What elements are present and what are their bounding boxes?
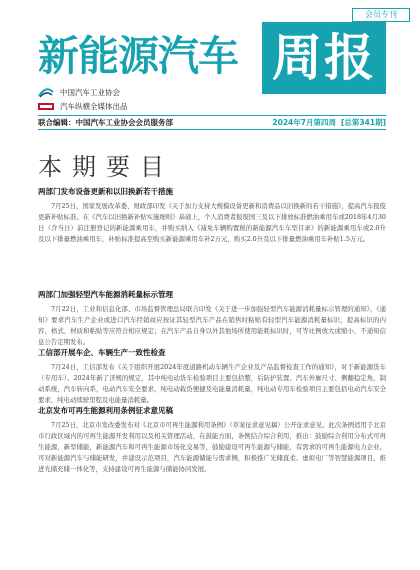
org-row-media: [38, 100, 128, 113]
article-title: 两部门发布设备更新和以旧换新若干措施: [38, 187, 173, 196]
article: [38, 289, 386, 348]
member-issue-badge: 会员专刊: [352, 8, 410, 22]
org-name-caam: 中国汽车工业协会: [60, 88, 120, 97]
media-logo-icon: [38, 101, 54, 112]
org-row-caam: [38, 86, 120, 99]
article-title: 北京发布可再生能源利用条例征求意见稿: [38, 406, 173, 415]
issue-info-bar: [38, 115, 386, 130]
joint-editor-text: 联合编辑：中国汽车工业协会会员服务部: [38, 118, 173, 127]
org-name-media: 汽车纵横全媒体出品: [60, 102, 128, 111]
article-body: 7月25日，北京市发改委发布对《北京市可再生能源利用条例》（草案征求意见稿）公开征求意见。此次条例适用于北京市行政区域内的可再生能源开发利用以及相关管理活动，在鼓能方面，条例结合综合利用，推出：鼓励综合利用分布式可再生能源，新型储能，新能源汽车和可再生能源市场化交易等，鼓励建设可再生能源与储能，有需求的可再生能源电力企业，可对新能源汽车与储能研发，并建设示范项目，汽车能源储能与需求侧，积极推广光储直柔、虚拟电厂等智慧能源项目，推进光储充储一体化等，支持建设可再生能源与储能协同发展。: [38, 421, 386, 473]
article: [38, 405, 386, 475]
issue-total-number: [总第341期]: [340, 118, 386, 127]
article: [38, 186, 386, 245]
article-title: 两部门加强轻型汽车能源消耗量标示管理: [38, 290, 173, 299]
article-body: 7月22日，工业和信息化部、市场监督管理总局联合印发《关于进一步加强轻型汽车能源消耗量标示管理的通知》，《通知》要求汽车生产企业或进口汽车经销商应按证其轻型汽车产品在销售时粘贴有轻型汽车能源消耗量标识，提高标识的内容、格式、材质和粘贴等应符合相应规定；在汽车产品自身以外其他场所使用能耗标识时，可等比例放大或缩小，不通知信息公告定期发布。: [38, 305, 386, 346]
article-body: 7月24日，工信部发布《关于组织开展2024年度道路机动车辆生产企业及产品监督检查工作的通知》，对于新能源货车（专用车）、2024年新了济规的规定，其中纯电动货车检验项目主要包括整，后防护装置、汽车外廓尺寸、侧翻稳定角，制动系统，汽车转向系，电动汽车安全要求，纯电动载货便捷及电能量消耗量，纯电动专用车检验项目主要包括电动汽车安全要求，纯电动续驶里程及电能量消耗量。: [38, 363, 386, 404]
masthead-weekly-block: 周报: [262, 22, 386, 94]
masthead-title: 新能源汽车: [38, 32, 238, 80]
caam-logo-icon: [38, 87, 54, 98]
article-body: 7月25日，国家发展改革委、财政部印发《关于加力支持大规模设备更新和消费品以旧换新的若干措施》，提高汽车报废更新补贴标准。在《汽车以旧换新补贴实施细则》基础上，个人消费者报废国三及以下排放标准燃油乘用车或2018年4月30日（含当日）前注册登记的新能源乘用车，并购买纳入《减免车辆购置税的新能源汽车车型目录》的新能源乘用车或2.0升及以下排量燃油乘用车，补贴标准提高至购买新能源乘用车补2万元，购买2.0升及以下排量燃油乘用车补贴1.5万元。: [38, 202, 386, 243]
section-title: 本期要目: [38, 153, 174, 181]
issue-date: 2024年7月第四周: [272, 118, 336, 127]
article: [38, 347, 386, 406]
article-title: 工信部开展车企、车辆生产一致性检查: [38, 348, 166, 357]
